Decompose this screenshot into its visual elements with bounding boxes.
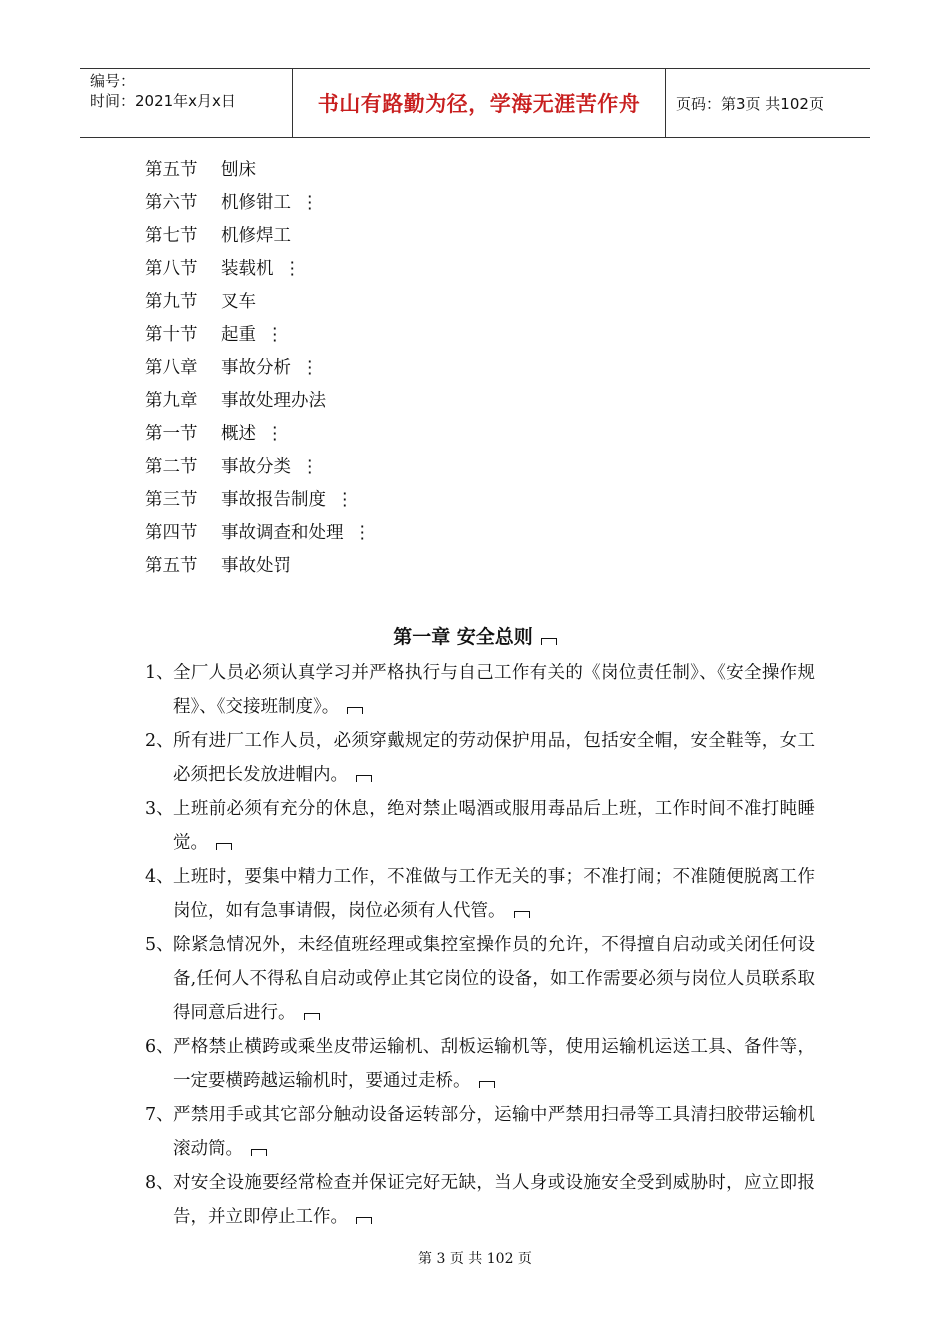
toc-item-title: 机修焊工: [221, 226, 291, 246]
toc-item-number: 第四节: [145, 523, 198, 543]
toc-item-number: 第九章: [145, 391, 198, 411]
toc-leader-dots: ⋮: [353, 523, 371, 543]
rule-text-content: 所有进厂工作人员，必须穿戴规定的劳动保护用品，包括安全帽，安全鞋等，女工必须把长发放进帽内。: [173, 731, 815, 785]
toc-item-number: 第八节: [145, 259, 198, 279]
rule-text-content: 上班时，要集中精力工作，不准做与工作无关的事；不准打闹；不准随便脱离工作岗位，如有急事请假，岗位必须有人代管。: [173, 867, 815, 921]
paragraph-mark-icon: [479, 1081, 495, 1088]
toc-item[interactable]: [145, 418, 371, 451]
rule-text: [173, 1030, 815, 1098]
rule-number: 7、: [145, 1105, 174, 1125]
toc-item-number: 第二节: [145, 457, 198, 477]
toc-item[interactable]: [145, 220, 371, 253]
toc-item-title: 装载机: [221, 259, 274, 279]
toc-item[interactable]: [145, 352, 371, 385]
chapter-heading: [0, 622, 950, 649]
paragraph-mark-icon: [251, 1149, 267, 1156]
number-label: 编号：: [90, 72, 136, 90]
toc-item[interactable]: [145, 187, 371, 220]
rule-item: [145, 928, 815, 1030]
toc-leader-dots: ⋮: [301, 358, 319, 378]
rule-text: [173, 860, 815, 928]
rule-text: [173, 792, 815, 860]
paragraph-mark-icon: [216, 843, 232, 850]
rule-item: [145, 860, 815, 928]
rule-text: [173, 1098, 815, 1166]
toc-item-number: 第九节: [145, 292, 198, 312]
toc-item[interactable]: [145, 253, 371, 286]
toc-item-number: 第七节: [145, 226, 198, 246]
toc-item[interactable]: [145, 385, 371, 418]
rule-text-content: 严禁用手或其它部分触动设备运转部分，运输中严禁用扫帚等工具清扫胶带运输机滚动筒。: [173, 1105, 815, 1159]
rule-text-content: 全厂人员必须认真学习并严格执行与自己工作有关的《岗位责任制》、《安全操作规程》、《交接班制度》。: [173, 663, 815, 717]
paragraph-mark-icon: [356, 1217, 372, 1224]
toc-leader-dots: ⋮: [336, 490, 354, 510]
rule-number: 4、: [145, 867, 174, 887]
toc-leader-dots: ⋮: [301, 193, 319, 213]
toc-item-title: 起重: [221, 325, 256, 345]
rules-list: [145, 656, 815, 1234]
rule-text-content: 严格禁止横跨或乘坐皮带运输机、刮板运输机等，使用运输机运送工具、备件等，一定要横跨越运输机时，要通过走桥。: [173, 1037, 815, 1091]
rule-text-content: 上班前必须有充分的休息，绝对禁止喝酒或服用毒品后上班，工作时间不准打盹睡觉。: [173, 799, 815, 853]
toc-item[interactable]: [145, 154, 371, 187]
toc-item-number: 第五节: [145, 556, 198, 576]
toc-item-title: 事故报告制度: [221, 490, 326, 510]
rule-text: [173, 1166, 815, 1234]
toc-item-number: 第十节: [145, 325, 198, 345]
toc-leader-dots: ⋮: [266, 325, 284, 345]
toc-item-title: 叉车: [221, 292, 256, 312]
rule-number: 2、: [145, 731, 174, 751]
toc-item[interactable]: [145, 484, 371, 517]
toc-item[interactable]: [145, 517, 371, 550]
paragraph-mark-icon: [347, 707, 363, 714]
time-label: 时间：2021年x月x日: [90, 92, 236, 110]
rule-item: [145, 656, 815, 724]
toc-item-number: 第八章: [145, 358, 198, 378]
toc-item-title: 刨床: [221, 160, 256, 180]
toc-item-number: 第六节: [145, 193, 198, 213]
rule-text: [173, 656, 815, 724]
toc-item[interactable]: [145, 550, 371, 583]
toc-item-title: 概述: [221, 424, 256, 444]
toc-item-number: 第三节: [145, 490, 198, 510]
toc-item[interactable]: [145, 451, 371, 484]
header-meta: [80, 69, 293, 137]
paragraph-mark-icon: [304, 1013, 320, 1020]
toc-item[interactable]: [145, 286, 371, 319]
rule-text-content: 除紧急情况外，未经值班经理或集控室操作员的允许，不得擅自启动或关闭任何设备,任何人不得私自启动或停止其它岗位的设备，如工作需要必须与岗位人员联系取得同意后进行。: [173, 935, 815, 1023]
toc-item-number: 第五节: [145, 160, 198, 180]
paragraph-mark-icon: [356, 775, 372, 782]
rule-number: 5、: [145, 935, 174, 955]
rule-item: [145, 1098, 815, 1166]
toc-item-title: 事故处理办法: [221, 391, 326, 411]
toc-item[interactable]: [145, 319, 371, 352]
table-of-contents: [145, 154, 371, 583]
toc-leader-dots: ⋮: [266, 424, 284, 444]
chapter-title: 第一章 安全总则: [393, 626, 533, 648]
toc-item-title: 事故分析: [221, 358, 291, 378]
page-footer: 第 3 页 共 102 页: [418, 1251, 532, 1267]
rule-number: 6、: [145, 1037, 174, 1057]
rule-text-content: 对安全设施要经常检查并保证完好无缺，当人身或设施安全受到威胁时，应立即报告，并立即停止工作。: [173, 1173, 815, 1227]
toc-leader-dots: ⋮: [301, 457, 319, 477]
toc-item-title: 机修钳工: [221, 193, 291, 213]
page-header: [80, 68, 870, 138]
rule-text: [173, 928, 815, 1030]
toc-leader-dots: ⋮: [283, 259, 301, 279]
header-motto: 书山有路勤为径，学海无涯苦作舟: [293, 69, 666, 137]
rule-item: [145, 1166, 815, 1234]
rule-item: [145, 792, 815, 860]
paragraph-mark-icon: [514, 911, 530, 918]
toc-item-number: 第一节: [145, 424, 198, 444]
rule-text: [173, 724, 815, 792]
rule-item: [145, 724, 815, 792]
header-page-label: 页码：第3页 共102页: [676, 94, 824, 113]
rule-number: 3、: [145, 799, 174, 819]
paragraph-mark-icon: [541, 638, 557, 645]
rule-item: [145, 1030, 815, 1098]
toc-item-title: 事故分类: [221, 457, 291, 477]
rule-number: 1、: [145, 663, 174, 683]
toc-item-title: 事故调查和处理: [221, 523, 344, 543]
toc-item-title: 事故处罚: [221, 556, 291, 576]
rule-number: 8、: [145, 1173, 174, 1193]
